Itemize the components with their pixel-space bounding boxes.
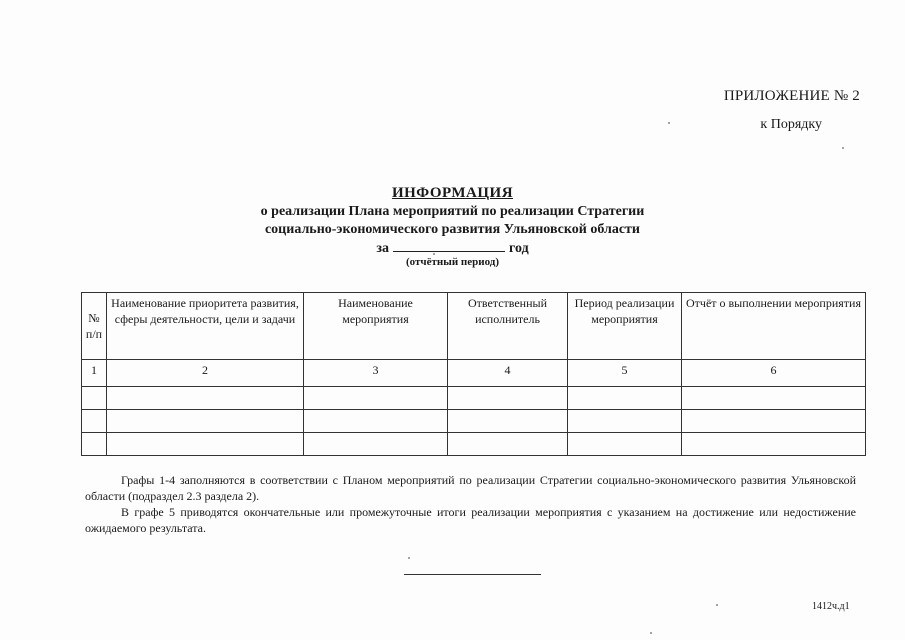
empty-cell	[304, 410, 448, 433]
scan-speck	[408, 557, 410, 559]
empty-cell	[107, 433, 304, 456]
empty-cell	[82, 410, 107, 433]
column-number: 4	[448, 360, 568, 387]
header-number: № п/п	[82, 293, 107, 360]
notes-block	[85, 472, 856, 536]
empty-cell	[568, 410, 682, 433]
header-report: Отчёт о выполнении мероприятия	[682, 293, 866, 360]
scan-speck	[433, 253, 435, 255]
column-number: 6	[682, 360, 866, 387]
scan-speck	[716, 604, 718, 606]
empty-cell	[682, 433, 866, 456]
empty-cell	[304, 387, 448, 410]
empty-cell	[568, 433, 682, 456]
table-empty-row	[82, 433, 866, 456]
empty-cell	[448, 433, 568, 456]
document-subtitle-line-2: социально-экономического развития Ульяновской области	[264, 222, 641, 237]
note-paragraph-1: Графы 1-4 заполняются в соответствии с Планом мероприятий по реализации Стратегии социально-экономического развития Ульяновской области (подраздел 2.3 раздела 2).	[85, 473, 856, 503]
document-subtitle-line-1: о реализации Плана мероприятий по реализации Стратегии	[260, 204, 645, 219]
empty-cell	[82, 387, 107, 410]
empty-cell	[448, 387, 568, 410]
table-column-numbers-row	[82, 360, 866, 387]
note-paragraph-2: В графе 5 приводятся окончательные или промежуточные итоги реализации мероприятия с указанием на достижение или недостижение ожидаемого результата.	[85, 505, 856, 535]
table-header-row	[82, 293, 866, 360]
column-number: 2	[107, 360, 304, 387]
empty-cell	[682, 410, 866, 433]
empty-cell	[107, 387, 304, 410]
table-empty-row	[82, 410, 866, 433]
scan-speck	[650, 632, 652, 634]
empty-cell	[304, 433, 448, 456]
period-blank-field	[393, 239, 505, 252]
column-number: 1	[82, 360, 107, 387]
empty-cell	[568, 387, 682, 410]
column-number: 5	[568, 360, 682, 387]
information-table	[81, 292, 866, 456]
header-measure: Наименование мероприятия	[304, 293, 448, 360]
reporting-period-line	[0, 239, 905, 257]
appendix-to-order: к Порядку	[760, 117, 822, 132]
empty-cell	[107, 410, 304, 433]
period-suffix: год	[508, 241, 529, 256]
column-number: 3	[304, 360, 448, 387]
scan-speck	[842, 147, 844, 149]
empty-cell	[448, 410, 568, 433]
document-title: ИНФОРМАЦИЯ	[391, 185, 514, 201]
table-empty-row	[82, 387, 866, 410]
header-period: Период реализации мероприятия	[568, 293, 682, 360]
period-prefix: за	[376, 241, 389, 256]
reporting-period-caption: (отчётный период)	[405, 256, 499, 268]
appendix-number: ПРИЛОЖЕНИЕ № 2	[723, 88, 860, 104]
scan-speck	[668, 122, 670, 124]
header-priority: Наименование приоритета развития, сферы деятельности, цели и задачи	[107, 293, 304, 360]
empty-cell	[82, 433, 107, 456]
closing-rule	[404, 574, 541, 575]
header-executor: Ответственный исполнитель	[448, 293, 568, 360]
document-code: 1412ч.д1	[812, 601, 850, 612]
empty-cell	[682, 387, 866, 410]
